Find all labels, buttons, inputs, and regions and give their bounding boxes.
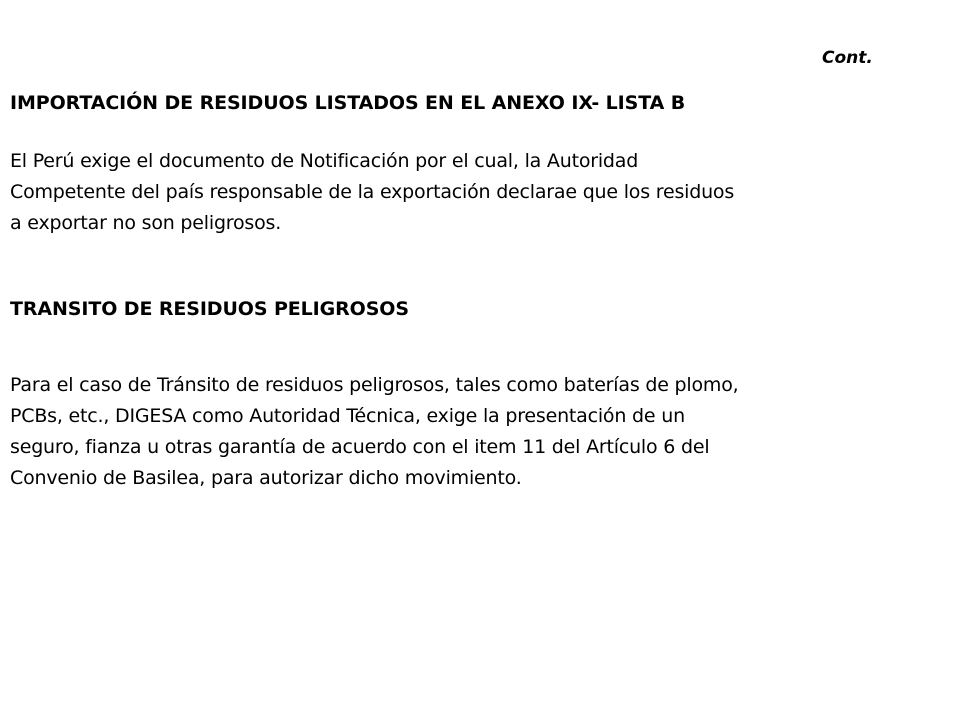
paragraph-line: seguro, fianza u otras garantía de acuerdo con el item 11 del Artículo 6 del [10,436,710,458]
paragraph-transito [10,370,945,494]
paragraph-line: El Perú exige el documento de Notificación por el cual, la Autoridad [10,150,639,172]
paragraph-importacion [10,146,945,239]
paragraph-line: Para el caso de Tránsito de residuos peligrosos, tales como baterías de plomo, [10,374,739,396]
paragraph-line: PCBs, etc., DIGESA como Autoridad Técnica, exige la presentación de un [10,405,685,427]
paragraph-line: Competente del país responsable de la exportación declarae que los residuos [10,181,735,203]
paragraph-line: Convenio de Basilea, para autorizar dicho movimiento. [10,467,522,489]
section-heading-importacion: IMPORTACIÓN DE RESIDUOS LISTADOS EN EL ANEXO IX- LISTA B [10,92,686,114]
section-heading-transito: TRANSITO DE RESIDUOS PELIGROSOS [10,298,409,320]
continuation-label: Cont. [822,48,873,68]
paragraph-line: a exportar no son peligrosos. [10,212,282,234]
